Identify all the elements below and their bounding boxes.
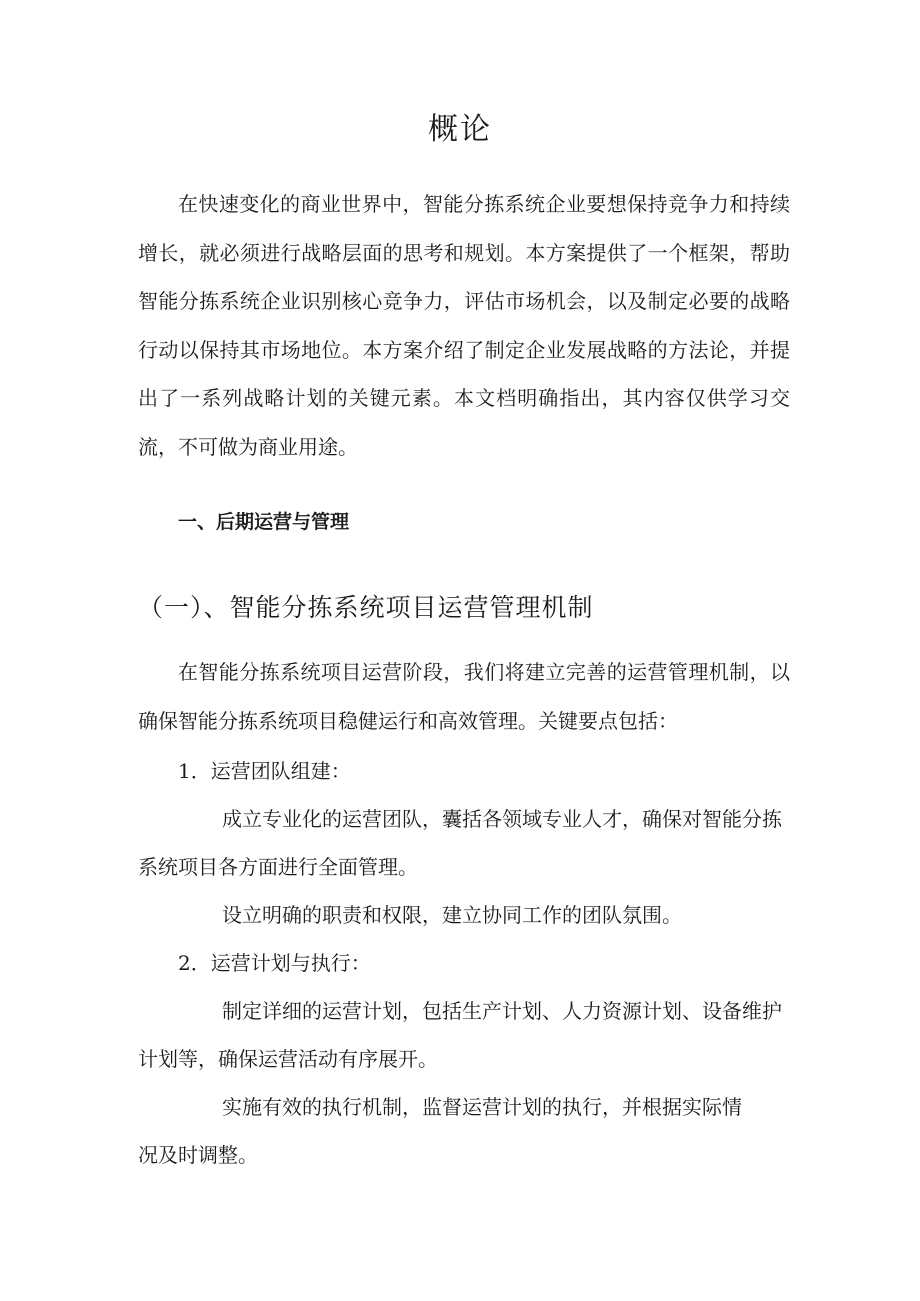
list-item-text: 系统项目各方面进行全面管理。 (138, 855, 418, 879)
list-item-text: 制定详细的运营计划，包括生产计划、人力资源计划、设备维护 (222, 999, 782, 1023)
subsection-heading: （一）、智能分拣系统项目运营管理机制 (138, 593, 594, 622)
list-item-title: 2．运营计划与执行： (178, 951, 371, 975)
section-heading: 一、后期运营与管理 (178, 511, 350, 533)
intro-paragraph: 在快速变化的商业世界中，智能分拣系统企业要想保持竞争力和持续增长，就必须进行战略层面的思考和规划。本方案提供了一个框架，帮助智能分拣系统企业识别核心竞争力，评估市场机会，以及制定必要的战略行动以保持其市场地位。本方案介绍了制定企业发展战略的方法论，并提出了一系列战略计划的关键元素。本文档明确指出，其内容仅供学习交流，不可做为商业用途。 (138, 192, 790, 459)
list-item-text: 实施有效的执行机制，监督运营计划的执行，并根据实际情 (222, 1095, 742, 1119)
list-item-text: 计划等，确保运营活动有序展开。 (138, 1047, 438, 1071)
page-title: 概论 (428, 112, 492, 147)
list-item-text: 设立明确的职责和权限，建立协同工作的团队氛围。 (222, 903, 682, 927)
list-item-text: 成立专业化的运营团队，囊括各领域专业人才，确保对智能分拣 (222, 807, 782, 831)
list-item-title: 1．运营团队组建： (178, 759, 351, 783)
list-item-text: 况及时调整。 (138, 1143, 258, 1167)
subsection-intro-paragraph: 在智能分拣系统项目运营阶段，我们将建立完善的运营管理机制，以确保智能分拣系统项目稳健运行和高效管理。关键要点包括： (138, 660, 790, 733)
